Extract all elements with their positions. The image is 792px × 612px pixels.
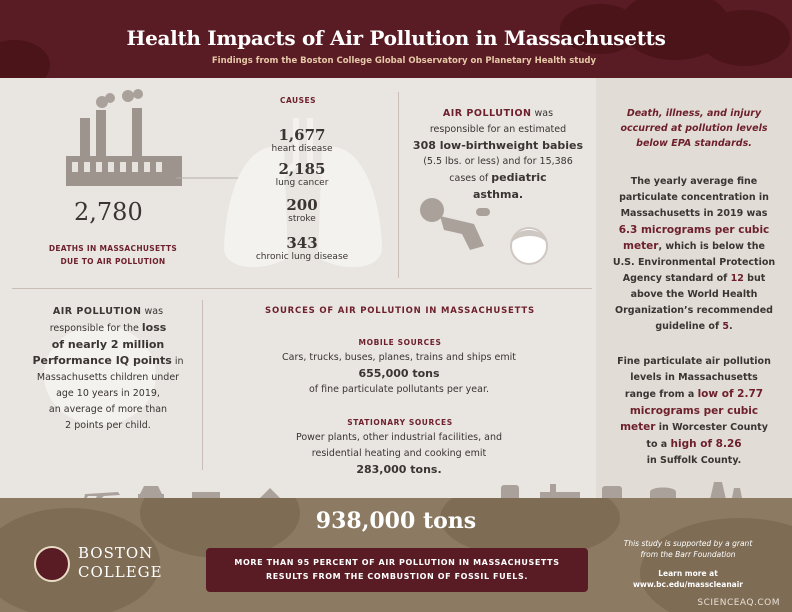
total-tons: 938,000 tons (315, 508, 477, 534)
baby-icon (414, 194, 504, 260)
stationary-sources-text: Power plants, other industrial facilities, and residential heating and cooking emit 283,000 tons. (295, 432, 503, 476)
stationary-sources-title: STATIONARY SOURCES (347, 418, 453, 427)
sources-title: SOURCES OF AIR POLLUTION IN MASSACHUSETTS (265, 306, 535, 316)
divider (398, 92, 399, 278)
causes-title: CAUSES (279, 96, 317, 105)
deaths-label: DEATHS IN MASSACHUSETTS DUE TO AIR POLLUTION (48, 244, 178, 266)
divider (12, 288, 592, 289)
mobile-sources-title: MOBILE SOURCES (358, 338, 442, 347)
boston-college-wordmark: BOSTON COLLEGE (78, 544, 163, 581)
iq-text: AIR POLLUTION was responsible for the loss of nearly 2 million Performance IQ points in Massachusetts children under age 10 years in 2019, an average of more than 2 points per child. (32, 306, 184, 431)
boston-college-seal (34, 546, 70, 582)
cause-heart-disease: 1,677 heart disease (271, 126, 333, 154)
fossil-fuel-banner: MORE THAN 95 PERCENT OF AIR POLLUTION IN MASSACHUSETTS RESULTS FROM THE COMBUSTION OF FOSSIL FUELS. (206, 548, 588, 592)
page-title: Health Impacts of Air Pollution in Massachusetts (126, 26, 666, 50)
cause-chronic-lung-disease: 343 chronic lung disease (255, 234, 349, 262)
credit-watermark: SCIENCEAQ.COM (697, 598, 780, 608)
average-text: The yearly average fine particulate concentration in Massachusetts in 2019 was 6.3 micrograms per cubic meter, which is below the U.S. Environmental Protection Agency standard of 12 but above the World Health Organization’s recommended guideline of 5. (612, 176, 776, 332)
learn-more-link[interactable]: www.bc.edu/masscleanair (633, 580, 743, 589)
range-text: Fine particulate air pollution levels in Massachusetts range from a low of 2.77 micrograms per cubic meter in Worcester County to a high of 8.26 in Suffolk County. (617, 356, 771, 466)
header (0, 0, 792, 78)
mobile-sources-text: Cars, trucks, buses, planes, trains and ships emit 655,000 tons of fine particulate pollutants per year. (282, 352, 516, 395)
support-note: This study is supported by a grant from the Barr Foundation Learn more at www.bc.edu/masscleanair (606, 538, 770, 590)
factory-icon (62, 88, 192, 188)
cause-lung-cancer: 2,185 lung cancer (275, 160, 329, 188)
divider (202, 300, 203, 470)
cause-stroke: 200 stroke (286, 196, 318, 224)
page-subtitle: Findings from the Boston College Global Observatory on Planetary Health study (211, 56, 596, 66)
births-text: AIR POLLUTION was responsible for an estimated 308 low-birthweight babies (5.5 lbs. or less) and for 15,386 cases of pediatric asthma. (412, 108, 584, 201)
child-icon (506, 220, 552, 266)
deaths-number: 2,780 (74, 198, 143, 226)
epa-note: Death, illness, and injury occurred at pollution levels below EPA standards. (620, 108, 768, 149)
